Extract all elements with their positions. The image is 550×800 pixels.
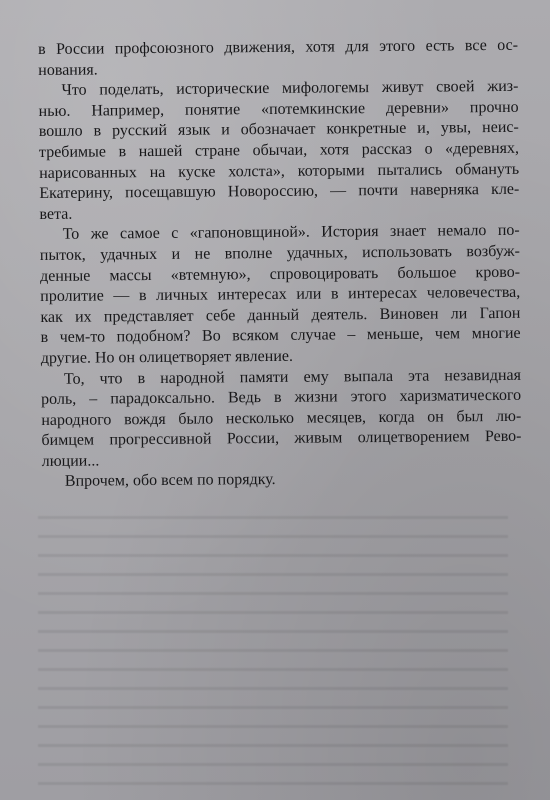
paragraph-2 xyxy=(38,77,519,225)
paragraph-1-line-1: в России профсоюзного движения, хотя для этого есть все ос- xyxy=(38,36,519,58)
show-through-text xyxy=(38,505,508,795)
paragraph-5-line-1: Впрочем, обо всем по порядку. xyxy=(64,471,276,491)
paragraph-1-line-2: нования. xyxy=(38,61,98,79)
paragraph-4-line-4: бимцем прогрессивной России, живым олицетворением Рево- xyxy=(41,428,522,450)
paragraph-2-line-1: Что поделать, исторические мифологемы живут своей жиз- xyxy=(61,77,519,99)
paragraph-1 xyxy=(38,36,518,81)
paragraph-3-line-4: пролитие — в личных интересах или в интересах человечества, xyxy=(40,283,521,306)
paragraph-3-line-7: другие. Но он олицетворяет явление. xyxy=(40,347,294,367)
paragraph-5 xyxy=(42,468,522,493)
paragraph-2-line-5: нарисованных на куске холста», которыми пытались обмануть xyxy=(39,160,520,182)
paragraph-3-line-1: То же самое с «гапоновщиной». История знает немало по- xyxy=(62,222,520,244)
paragraph-4-line-1: То, что в народной памяти ему выпала эта незавидная xyxy=(63,366,522,388)
paragraph-3-line-5: как их представляет себе данный деятель. Виновен ли Гапон xyxy=(40,304,521,326)
paragraph-2-line-6: Екатерину, посещавшую Новороссию, — почти наверняка кле- xyxy=(39,180,520,203)
page-text xyxy=(38,36,522,493)
paragraph-4 xyxy=(41,365,522,472)
paragraph-2-line-7: вета. xyxy=(39,205,73,223)
paragraph-4-line-3: народного вождя было несколько месяцев, когда он был лю- xyxy=(41,407,522,429)
paragraph-3 xyxy=(40,221,521,369)
paragraph-3-line-3: денные массы «втемную», спровоцировать большое крово- xyxy=(39,263,521,285)
paragraph-2-line-4: требимые в нашей стране обычаи, хотя рассказ о «деревнях, xyxy=(38,139,520,161)
paragraph-3-line-6: в чем-то подобном? Во всяком случае – меньше, чем многие xyxy=(40,325,521,347)
paragraph-2-line-2: нью. Например, понятие «потемкинские деревни» прочно xyxy=(38,98,519,120)
paragraph-4-line-5: люции... xyxy=(41,452,100,470)
paragraph-2-line-3: вошло в русский язык и обозначает конкретные и, увы, неис- xyxy=(38,119,519,141)
paragraph-3-line-2: пыток, удачных и не вполне удачных, использовать возбуж- xyxy=(39,242,520,264)
paragraph-4-line-2: роль, – парадоксально. Ведь в жизни этого харизматического xyxy=(41,386,522,409)
